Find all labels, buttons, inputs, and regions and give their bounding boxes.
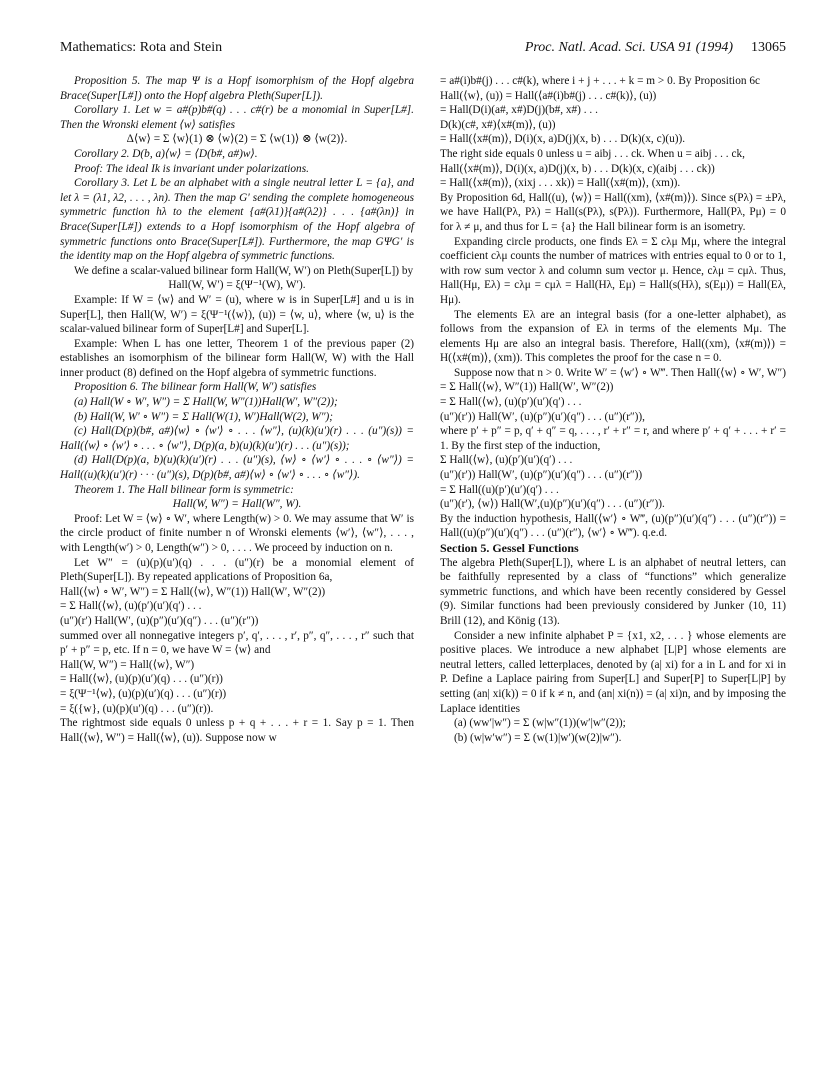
left-column-block: (c) Hall(D(p)(b#, a#)⟨w⟩ ∘ ⟨w′⟩ ∘ . . . ⟨w″⟩, (u)(k)(u′)(r) . . . (u″)(s)) = Hall(⟨w⟩ ∘ ⟨w′⟩ ∘ . . . ∘ ⟨w″⟩, D(p)(a, b)(u)(k)(u′)(r) . . . (u″)(s)); <box>60 425 414 452</box>
right-column <box>440 74 786 745</box>
left-column-block: = ξ(Ψ⁻¹⟨w⟩, (u)(p)(u′)(q) . . . (u″)(r)) <box>60 687 227 700</box>
right-column-block: Section 5. Gessel Functions <box>440 541 579 555</box>
right-column-block: (a) (ww′|w″) = Σ (w|w″(1))(w′|w″(2)); <box>454 717 626 730</box>
left-column-block: Proof: Let W = ⟨w⟩ ∘ W′, where Length(w) > 0. We may assume that W′ is the circle product of finite number n of Wronski elements ⟨w′⟩, ⟨w″⟩, . . . , with Length(w′) > 0, Length(w″) > 0, . . . . We proceed by induction on n. <box>60 512 414 554</box>
right-column-block: (u″)(r′), ⟨w⟩) Hall(W′,(u)(p″)(u′)(q″) . . . (u″)(r″)). <box>440 498 665 511</box>
left-column-block: Δ⟨w⟩ = Σ ⟨w⟩(1) ⊗ ⟨w⟩(2) = Σ ⟨w(1)⟩ ⊗ ⟨w(2)⟩. <box>126 133 348 146</box>
left-column-block: We define a scalar-valued bilinear form Hall(W, W′) on Pleth(Super[L]) by <box>74 264 414 277</box>
left-column-block: The rightmost side equals 0 unless p + q + . . . + r = 1. Say p = 1. Then Hall(⟨w⟩, W″) = Hall(⟨w⟩, (u)). Suppose now w <box>60 717 414 744</box>
right-column-block: = a#(i)b#(j) . . . c#(k), where i + j + . . . + k = m > 0. By Proposition 6c <box>440 75 760 87</box>
running-header <box>0 40 816 58</box>
right-column-block: Suppose now that n > 0. Write W′ = ⟨w′⟩ ∘ W‴. Then Hall(⟨w⟩ ∘ W′, W″) = Σ Hall(⟨w⟩, W″(1)) Hall(W′, W″(2)) <box>440 366 786 394</box>
right-column-block: Σ Hall(⟨w⟩, (u)(p′)(u′)(q′) . . . <box>440 454 573 467</box>
left-column-block: Theorem 1. The Hall bilinear form is symmetric: <box>74 483 294 496</box>
left-column-block: Let W″ = (u)(p)(u′)(q) . . . (u″)(r) be a monomial element of Pleth(Super[L]). By repeated applications of Proposition 6a, <box>60 556 414 584</box>
left-column-block: (a) Hall(W ∘ W′, W″) = Σ Hall(W, W″(1))Hall(W′, W″(2)); <box>74 396 338 409</box>
journal-citation: Proc. Natl. Acad. Sci. USA 91 (1994) <box>524 40 733 55</box>
left-column-block: Corollary 2. D(b, a)⟨w⟩ = ⟨D(b#, a#)w⟩. <box>74 147 258 160</box>
left-column-block: Corollary 3. Let L be an alphabet with a single neutral letter L = {a}, and let λ = (λ1, λ2, . . . , λn). Then the map G′ sending the complete homogeneous symmetric function hλ to the element {a#(λ1)}{a#(λ2)} . . . {a#(λn)} in Brace(Super[L#]) extends to a Hopf isomorphism of the Hopf algebra of symmetric functions onto Brace(Super[L#]). Furthermore, the map GΨG′ is the identity map on the Hopf algebra of symmetric functions. <box>60 177 414 263</box>
header-left: Mathematics: Rota and Stein <box>60 40 223 55</box>
header-right <box>525 40 786 56</box>
right-column-block: Expanding circle products, one finds Eλ = Σ cλμ Mμ, where the integral coefficient cλμ counts the number of matrices with entries equal to 0 or to 1, with row sum vector λ and column sum vector μ. Hence, cλμ = cμλ. Thus, Hall(Hμ, Eλ) = cλμ = cμλ = Hall(Hλ, Eμ) = Hall(s(Hλ), s(Eμ)) = Hall(Eλ, Hμ). <box>440 235 786 306</box>
right-column-block: = Hall(D(i)(a#, x#)D(j)(b#, x#) . . . <box>440 104 598 117</box>
left-column-block: = Hall(⟨w⟩, (u)(p)(u′)(q) . . . (u″)(r)) <box>60 673 223 686</box>
right-column-block: (b) (w|w′w″) = Σ (w(1)|w′)(w(2)|w″). <box>454 731 622 744</box>
left-column-block: Example: If W = ⟨w⟩ and W′ = (u), where w is in Super[L#] and u is in Super[L], then Hall(W, W′) = ξ(Ψ⁻¹(⟨w⟩), (u)) = ⟨w, u⟩, where ⟨w, u⟩ is the scalar-valued bilinear form of Super[L#] and Super[L]. <box>60 293 414 336</box>
right-column-block: The right side equals 0 unless u = aibj . . . ck. When u = aibj . . . ck, <box>440 147 745 160</box>
left-column-block: Proof: The ideal Ik is invariant under polarizations. <box>74 162 309 175</box>
right-column-block: = Hall(⟨x#(m)⟩, D(i)(x, a)D(j)(x, b) . . . D(k)(x, c)(u)). <box>440 133 686 146</box>
right-column-block: (u″)(r′)) Hall(W′, (u)(p″)(u′)(q″) . . . (u″)(r″)), <box>440 410 646 423</box>
right-column-block: Hall(⟨w⟩, (u)) = Hall(⟨a#(i)b#(j) . . . c#(k)⟩, (u)) <box>440 89 657 102</box>
left-column-block: Hall(W, W′) = ξ(Ψ⁻¹(W), W′). <box>168 279 306 292</box>
left-column-block: Hall(⟨w⟩ ∘ W′, W″) = Σ Hall(⟨w⟩, W″(1)) Hall(W′, W″(2)) <box>60 585 326 598</box>
right-column-block: The algebra Pleth(Super[L]), where L is an alphabet of neutral letters, can be faithfully represented by a class of “functions” which generalize symmetric functions, and which have been recently considered by Gessel (9). Similar functions had been previously considered by Junker (10, 11) Brill (12), and König (13). <box>440 556 786 627</box>
left-column-block: Hall(W, W″) = Hall(W″, W). <box>172 498 302 511</box>
right-column-block: By Proposition 6d, Hall((u), ⟨w⟩) = Hall((xm), ⟨x#(m)⟩). Since s(Pλ) = ±Pλ, we have Hall(Pλ, Pλ) = Hall(s(Pλ), s(Pλ)). Furthermore, Hall(Pλ, Pμ) = 0 for λ ≠ μ, and thus for L = {a} the Hall bilinear form is an isometry. <box>440 191 786 233</box>
left-column-block: Example: When L has one letter, Theorem 1 of the previous paper (2) establishes an isomorphism of the bilinear form Hall(W, W) with the Hall inner product (8) defined on the Hopf algebra of symmetric functions. <box>60 337 414 379</box>
page-number: 13065 <box>751 40 786 55</box>
right-column-block: The elements Eλ are an integral basis (for a one-letter alphabet), as follows from the expansion of Eλ in terms of the elements Mμ. The elements Hμ are also an integral basis. Therefore, Hall((xm), ⟨x#(m)⟩) = H(⟨x#(m)⟩, (xm)). This completes the proof for the case n = 0. <box>440 308 786 365</box>
right-column-block: By the induction hypothesis, Hall(⟨w′⟩ ∘ W‴, (u)(p″)(u′)(q″) . . . (u″)(r″)) = Hall((u)(p″)(u′)(q″) . . . (u″)(r″), ⟨w′⟩ ∘ W‴). q.e.d. <box>440 512 786 540</box>
left-column-block: Proposition 6. The bilinear form Hall(W, W′) satisfies <box>74 381 317 394</box>
right-column-block: (u″)(r′)) Hall(W′, (u)(p″)(u′)(q″) . . . (u″)(r″)) <box>440 469 643 482</box>
right-column-block: = Hall(⟨x#(m)⟩, (xixj . . . xk)) = Hall(⟨x#(m)⟩, (xm)). <box>440 177 681 190</box>
left-column-block: (u″)(r′) Hall(W′, (u)(p″)(u′)(q″) . . . (u″)(r″)) <box>60 614 259 627</box>
left-column-block: (d) Hall(D(p)(a, b)(u)(k)(u′)(r) . . . (u″)(s), ⟨w⟩ ∘ ⟨w′⟩ ∘ . . . ∘ ⟨w″⟩) = Hall((u)(k)(u′)(r) · · · (u″)(s), D(p)(b#, a#)⟨w⟩ ∘ ⟨w′⟩ ∘ . . . ∘ ⟨w″⟩). <box>60 454 414 482</box>
left-column-block: = ξ({w}, (u)(p)(u′)(q) . . . (u″)(r)). <box>60 702 214 715</box>
right-column-block: where p′ + p″ = p, q′ + q″ = q, . . . , r′ + r″ = r, and where p′ + q′ + . . . + r′ = 1. By the first step of the induction, <box>440 425 786 452</box>
right-column-block: Consider a new infinite alphabet P = {x1, x2, . . . } whose elements are positive places. We introduce a new alphabet [L|P] whose elements are neutral letters, called letterplaces, denoted by (a| xi) for a in L and for xi in P. Define a Laplace pairing from Super[L] and Super[P] to Super[L|P] by setting (an| xi(k)) = 0 if k ≠ n, and (an| xi(n)) = (a| xi)n, and by imposing the Laplace identities <box>440 629 786 715</box>
right-column-block: Hall(⟨x#(m)⟩, D(i)(x, a)D(j)(x, b) . . . D(k)(x, c)(aibj . . . ck)) <box>440 162 715 175</box>
right-column-block: D(k)(c#, x#)⟨x#(m)⟩, (u)) <box>440 118 556 131</box>
left-column-block: Corollary 1. Let w = a#(p)b#(q) . . . c#(r) be a monomial in Super[L#]. Then the Wronski element ⟨w⟩ satisfies <box>60 104 414 131</box>
left-column-block: = Σ Hall(⟨w⟩, (u)(p′)(u′)(q′) . . . <box>60 600 202 613</box>
left-column-block: Hall(W, W″) = Hall(⟨w⟩, W″) <box>60 658 195 671</box>
right-column-block: = Σ Hall(⟨w⟩, (u)(p′)(u′)(q′) . . . <box>440 396 582 409</box>
left-column <box>60 74 414 745</box>
left-column-block: (b) Hall(W, W′ ∘ W″) = Σ Hall(W(1), W′)Hall(W(2), W″); <box>74 410 334 423</box>
right-column-block: = Σ Hall((u)(p′)(u′)(q′) . . . <box>440 483 559 496</box>
left-column-block: summed over all nonnegative integers p′, q′, . . . , r′, p″, q″, . . . , r″ such that p′ + p″ = p, etc. If n = 0, we have W = ⟨w⟩ and <box>60 629 414 657</box>
left-column-block: Proposition 5. The map Ψ is a Hopf isomorphism of the Hopf algebra Brace(Super[L#]) onto the Hopf algebra Pleth(Super[L]). <box>60 75 414 102</box>
